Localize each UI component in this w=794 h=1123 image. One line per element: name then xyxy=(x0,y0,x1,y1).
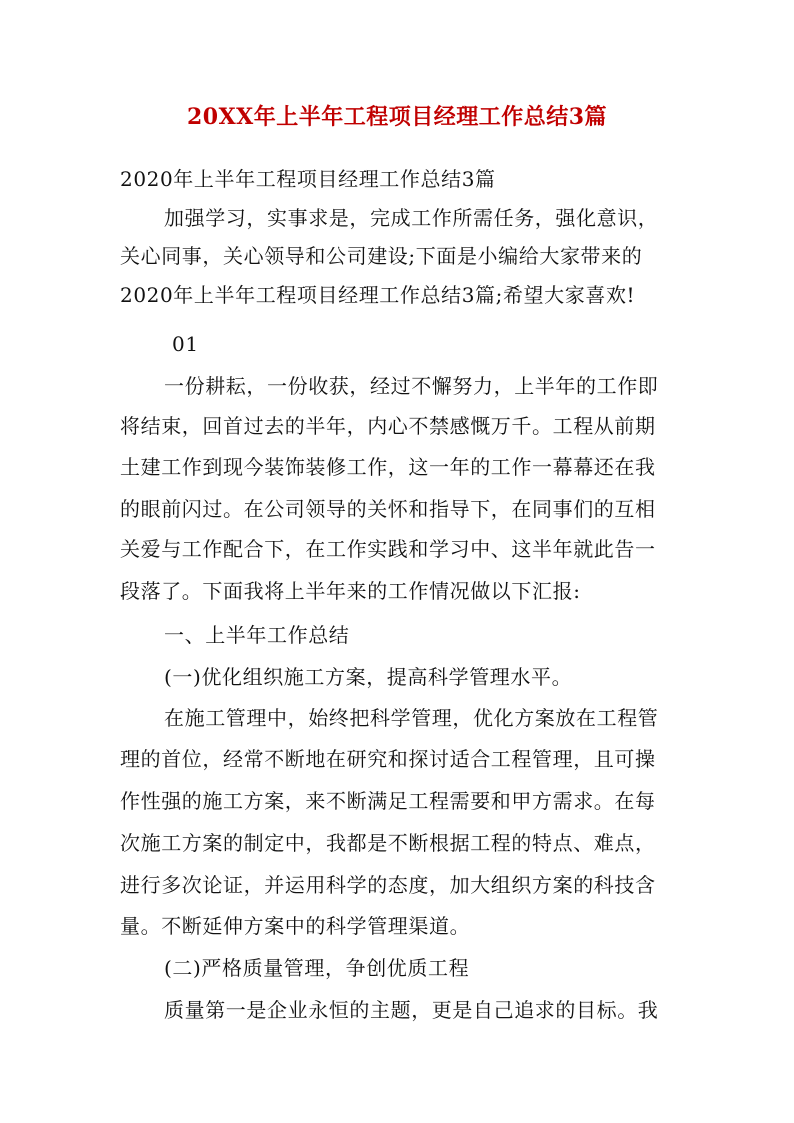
body-line: 理的首位，经常不断地在研究和探讨适合工程管理，且可操 xyxy=(120,747,656,771)
body-line: 质量第一是企业永恒的主题，更是自己追求的目标。我 xyxy=(164,998,659,1022)
body-line: 2020年上半年工程项目经理工作总结3篇;希望大家喜欢! xyxy=(120,283,636,307)
body-line: 加强学习，实事求是，完成工作所需任务，强化意识， xyxy=(164,206,659,230)
body-line: 量。不断延伸方案中的科学管理渠道。 xyxy=(120,914,471,938)
section-heading: 一、上半年工作总结 xyxy=(164,623,350,647)
body-line: 将结束，回首过去的半年，内心不禁感慨万千。工程从前期 xyxy=(120,414,656,438)
body-line: 作性强的施工方案，来不断满足工程需要和甲方需求。在每 xyxy=(120,789,656,813)
body-line: 关心同事，关心领导和公司建设;下面是小编给大家带来的 xyxy=(120,244,643,268)
subsection-heading: (一)优化组织施工方案，提高科学管理水平。 xyxy=(164,665,573,689)
body-line: 的眼前闪过。在公司领导的关怀和指导下，在同事们的互相 xyxy=(120,497,656,521)
body-line: 次施工方案的制定中，我都是不断根据工程的特点、难点， xyxy=(120,831,656,855)
body-line: 土建工作到现今装饰装修工作，这一年的工作一幕幕还在我 xyxy=(120,455,656,479)
section-number: 01 xyxy=(172,332,199,356)
body-line-subtitle: 2020年上半年工程项目经理工作总结3篇 xyxy=(120,167,496,191)
body-line: 关爱与工作配合下，在工作实践和学习中、这半年就此告一 xyxy=(120,537,656,561)
body-line: 段落了。下面我将上半年来的工作情况做以下汇报: xyxy=(120,579,581,603)
body-line: 一份耕耘，一份收获，经过不懈努力，上半年的工作即 xyxy=(164,374,659,398)
body-line: 进行多次论证，并运用科学的态度，加大组织方案的科技含 xyxy=(120,873,656,897)
document-title: 20XX年上半年工程项目经理工作总结3篇 xyxy=(186,104,608,130)
subsection-heading: (二)严格质量管理，争创优质工程 xyxy=(164,956,470,980)
body-line: 在施工管理中，始终把科学管理，优化方案放在工程管 xyxy=(164,706,659,730)
